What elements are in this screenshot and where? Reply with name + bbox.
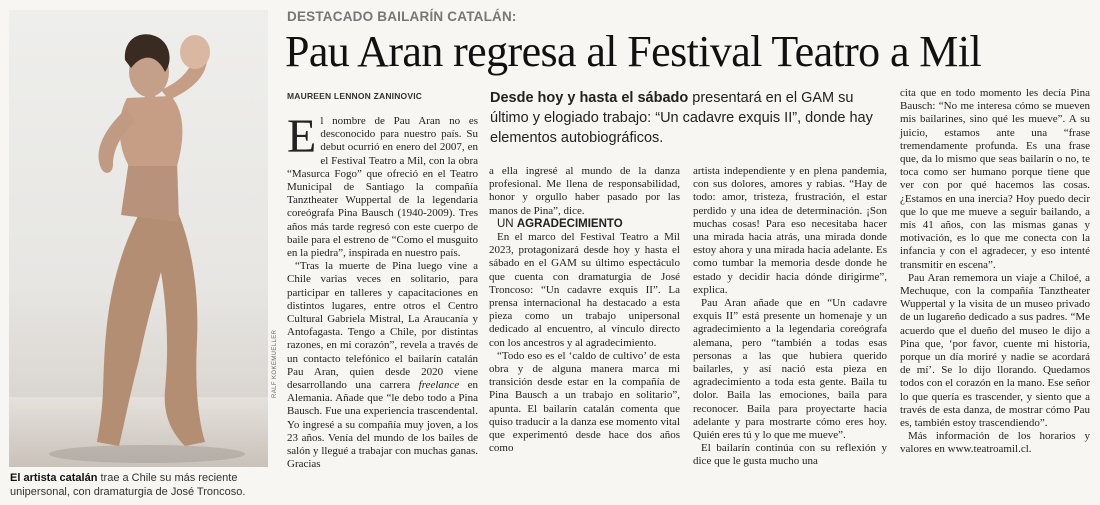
caption-lead: El artista catalán	[10, 472, 98, 484]
deck-text: presentará en el GAM su último y elogiado trabajo: “Un cadavre exquis II”, donde hay elementos autobiográficos.	[490, 90, 873, 146]
drop-cap: E	[287, 110, 317, 163]
paragraph: “Tras la muerte de Pina luego vine a Chile varias veces en solitario, para participar en talleres y capacitaciones en distintos lugares, entre otros el Centro Cultural Gabriela Mistral, La Araucanía y Antofagasta. Tengo a Chile, por distintas razones, en mi corazón”, revela a través de un contacto telefónico el bailarín catalán Pau Aran, quien desde 2020 viene desarrollando una carrera freelance en Alemania. Añade que “le debo todo a Pina Bausch. Fue una experiencia trascendental. Yo ingresé a su compañía muy joven, a los 23 años. Venía del mundo de los bailes de salón y llegué a trabajar con muchas ganas. Gracias	[287, 260, 478, 471]
paragraph: En el marco del Festival Teatro a Mil 2023, protagonizará desde hoy y hasta el sábado en el GAM su último espectáculo que cuenta con dramaturgia de José Troncoso: “Un cadavre exquis II”. La prensa internacional ha destacado a esta pieza como un trabajo unipersonal dedicado al encuentro, al vínculo directo con los ancestros y al agradecimiento.	[489, 231, 680, 349]
article-column-4	[900, 87, 1090, 457]
paragraph: cita que en todo momento les decía Pina Bausch: “No me interesa cómo se mueven mis bailarines, sino qué les mueve”. A su juicio, estamos ante una “frase tremendamente profunda. Es una frase que, da lo mismo que seas bailarín o no, te toca como ser humano porque tiene que ver con por qué hacemos las cosas. ¿Estamos en una inercia? Hoy puedo decir que lo que me mueve a seguir bailando, a mis 41 años, con las mismas ganas y motivación, es lo que me conecta con la infancia y con el agradecer, y eso intenté transmitir en escena”.	[900, 87, 1090, 271]
paragraph: Pau Aran añade que en “Un cadavre exquis II” está presente un homenaje y un agradecimiento a la legendaria coreógrafa alemana, pero “también a todas esas personas a las que hubiera querido bailarles, y así nació esta pieza en agradecimiento a toda esta gente. Baila tu dolor. Baila las emociones, baila para reconocer. Baila para proyectarte hacia adelante y para mostrarte cómo eres hoy. Quién eres tú y lo que me mueve”.	[693, 297, 887, 442]
paragraph: El nombre de Pau Aran no es desconocido para nuestro país. Su debut ocurrió en enero del 2007, en el Festival Teatro a Mil, con la obra “Masurca Fogo” que ofreció en el Teatro Municipal de Santiago la compañía Tanztheater Wuppertal de la legendaria coreógrafa Pina Bausch (1940-2009). Tres años más tarde regresó con este cuerpo de baile para el estreno de “Como el musguito en la piedra”, inspirada en nuestro país.	[287, 110, 478, 260]
article-column-1	[287, 110, 478, 471]
deck-lead: Desde hoy y hasta el sábado	[490, 90, 689, 106]
dancer-photo	[9, 10, 268, 467]
article-byline: MAUREEN LENNON ZANINOVIC	[287, 91, 423, 101]
paragraph: a ella ingresé al mundo de la danza profesional. Me llena de responsabilidad, honor y orgullo haber pasado por las manos de Pina”, dice.	[489, 165, 680, 217]
article-column-2	[489, 165, 680, 455]
article-kicker: DESTACADO BAILARÍN CATALÁN:	[287, 9, 517, 24]
caption-text: trae a Chile su más reciente unipersonal, con dramaturgia de José Troncoso.	[10, 472, 246, 498]
paragraph: Pau Aran rememora un viaje a Chiloé, a Mechuque, con la compañía Tanztheater Wuppertal y la visita de un museo privado de un lugareño dedicado a sus padres. “Me acuerdo que el dueño del museo le dijo a Pina que, ‘por favor, cuente mi historia, porque un día moriré y nadie se acordará de mí’. Se lo dijo llorando. Quedamos todos con el corazón en la mano. Ese señor lo que quería es trascender, y siento que a través de esta danza, de mostrar cómo Pau es, también estoy trascendiendo”.	[900, 271, 1090, 430]
paragraph: artista independiente y en plena pandemia, con sus dolores, amores y rabias. “Hay de todo: amor, tristeza, frustración, el estar perdido y una idea de determinación. ¡Son muchas cosas! Para eso necesitaba hacer una mirada hacia atrás, una mirada donde estoy ahora y una mirada hacia adelante. Es como tumbar la memoria desde donde he estado y decidir hacia dónde dirigirme”, explica.	[693, 165, 887, 296]
dancer-figure	[9, 10, 268, 467]
section-subhead: UN AGRADECIMIENTO	[497, 217, 623, 230]
article-headline: Pau Aran regresa al Festival Teatro a Mil	[285, 27, 982, 76]
photo-credit: RALF KOKEMUELLER	[272, 329, 278, 398]
paragraph: Más información de los horarios y valores en www.teatroamil.cl.	[900, 430, 1090, 456]
article-column-3	[693, 165, 887, 469]
paragraph: El bailarín continúa con su reflexión y dice que le gusta mucho una	[693, 442, 887, 468]
photo-caption	[10, 471, 272, 499]
article-deck	[490, 88, 890, 148]
paragraph: “Todo eso es el ‘caldo de cultivo’ de esta obra y de alguna manera marca mi transición desde estar en la compañía de Pina Bausch a un trabajo en solitario”, apunta. El bailarín catalán comenta que quiso traducir a la danza ese momento vital que experimentó desde hace dos años como	[489, 349, 680, 455]
